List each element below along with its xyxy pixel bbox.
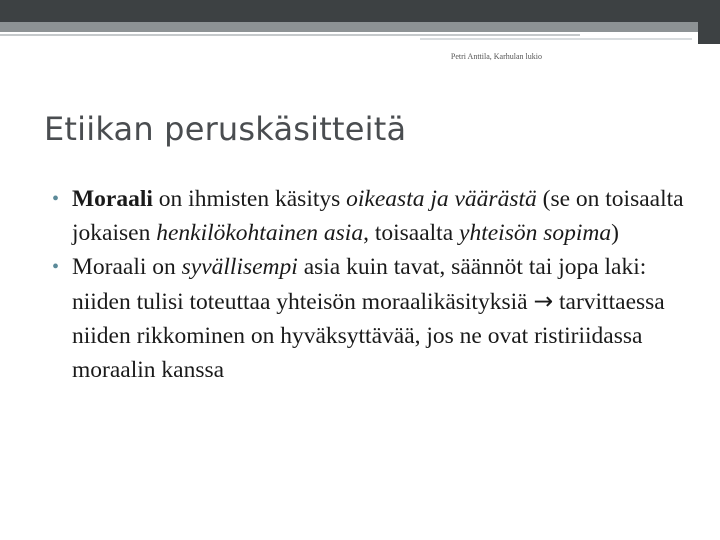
bullet-text-segment: ) bbox=[611, 220, 619, 246]
bullet-item bbox=[52, 250, 692, 387]
corner-decorative-block bbox=[698, 0, 720, 44]
arrow-right-icon: → bbox=[533, 287, 554, 315]
top-accent-bar bbox=[0, 22, 720, 32]
bullet-item bbox=[52, 182, 692, 250]
bullet-text-segment: oikeasta ja väärästä bbox=[346, 186, 537, 212]
bullet-icon: • bbox=[52, 188, 60, 210]
divider-line bbox=[0, 34, 580, 36]
top-decorative-bar bbox=[0, 0, 720, 22]
bullet-text-segment: Moraali on bbox=[72, 254, 182, 280]
bullet-text-segment: henkilökohtainen asia bbox=[156, 220, 364, 246]
bullet-text-segment: asia kuin tavat, säännöt tai jopa laki: niiden tulisi toteuttaa yhteisön moraalikäsityksiä bbox=[72, 254, 647, 315]
bullet-icon: • bbox=[52, 256, 60, 278]
author-credit: Petri Anttila, Karhulan lukio bbox=[450, 52, 542, 61]
bullet-text-segment: (se on toisaalta jokaisen bbox=[72, 186, 684, 246]
bullet-list bbox=[52, 182, 692, 387]
bullet-text-segment: tarvittaessa niiden rikkominen on hyväksyttävää, jos ne ovat ristiriidassa moraalin kanssa bbox=[72, 289, 665, 383]
slide-title: Etiikan peruskäsitteitä bbox=[44, 110, 407, 148]
bullet-text-segment: , toisaalta bbox=[363, 220, 460, 246]
bullet-text-segment: yhteisön sopima bbox=[459, 220, 612, 246]
bullet-text-segment: syvällisempi bbox=[181, 254, 298, 280]
bullet-text-segment: on ihmisten käsitys bbox=[152, 186, 347, 212]
bullet-text-segment: Moraali bbox=[72, 186, 153, 212]
divider-line bbox=[420, 38, 692, 40]
